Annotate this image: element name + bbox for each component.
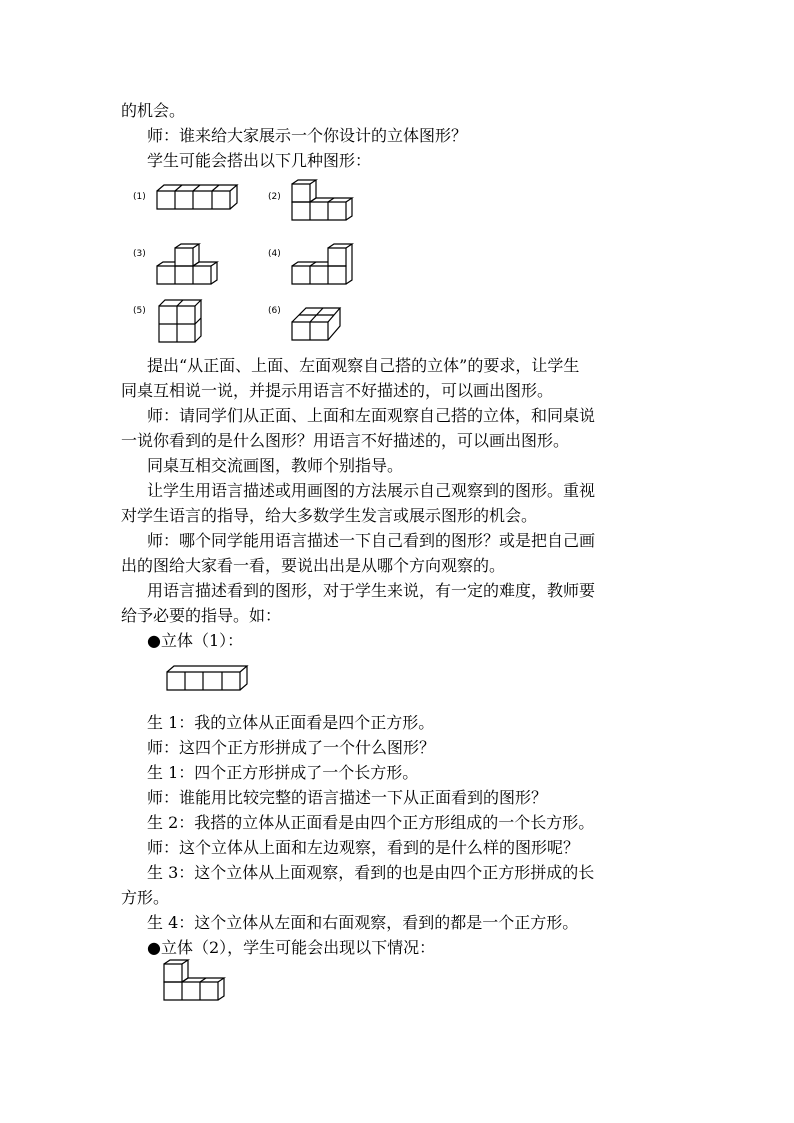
dialogue-line: 生 1：我的立体从正面看是四个正方形。	[147, 713, 435, 732]
cube-figure-2	[290, 180, 352, 224]
figure-label-4: (4)	[268, 249, 281, 259]
section-bullet-solid-2: ●立体（2），学生可能会出现以下情况：	[147, 938, 436, 957]
cube-figure-1	[155, 183, 239, 211]
paragraph-line: 同桌互相交流画图，教师个别指导。	[147, 456, 404, 475]
dialogue-line: 生 4：这个立体从左面和右面观察，看到的都是一个正方形。	[147, 913, 579, 932]
cube-figure-6	[290, 306, 342, 342]
paragraph-line: 师：谁来给大家展示一个你设计的立体图形？	[147, 126, 468, 145]
cube-drawing-solid-1	[165, 664, 249, 692]
section-bullet-solid-1: ●立体（1）：	[147, 631, 244, 650]
dialogue-line: 师：这四个正方形拼成了一个什么图形？	[147, 738, 436, 757]
paragraph-line: 提出“从正面、上面、左面观察自己搭的立体”的要求，让学生	[147, 356, 580, 375]
dialogue-line: 方形。	[121, 888, 170, 907]
dialogue-line: 生 3：这个立体从上面观察，看到的也是由四个正方形拼成的长	[147, 863, 595, 882]
figure-label-6: (6)	[268, 306, 281, 316]
paragraph-line: 出的图给大家看一看，要说出出是从哪个方向观察的。	[121, 556, 506, 575]
cube-figure-5	[157, 298, 205, 346]
paragraph-line: 一说你看到的是什么图形？用语言不好描述的，可以画出图形。	[121, 431, 570, 450]
paragraph-line: 同桌互相说一说，并提示用语言不好描述的，可以画出图形。	[121, 381, 554, 400]
paragraph-line: 给予必要的指导。如：	[121, 606, 282, 625]
paragraph-line: 用语言描述看到的图形，对于学生来说，有一定的难度，教师要	[147, 581, 596, 600]
paragraph-line: 让学生用语言描述或用画图的方法展示自己观察到的图形。重视	[147, 481, 596, 500]
paragraph-line: 师：哪个同学能用语言描述一下自己看到的图形？或是把自己画	[147, 531, 596, 550]
figure-label-1: (1)	[133, 192, 146, 202]
figure-label-2: (2)	[268, 192, 281, 202]
dialogue-line: 生 1：四个正方形拼成了一个长方形。	[147, 763, 419, 782]
paragraph-line: 学生可能会搭出以下几种图形：	[147, 151, 372, 170]
cube-figure-4	[290, 242, 352, 288]
figure-label-3: (3)	[133, 249, 146, 259]
paragraph-line: 的机会。	[121, 101, 186, 120]
paragraph-line: 对学生语言的指导，给大多数学生发言或展示图形的机会。	[121, 506, 538, 525]
cube-drawing-solid-2	[162, 960, 224, 1004]
dialogue-line: 生 2：我搭的立体从正面看是由四个正方形组成的一个长方形。	[147, 813, 595, 832]
dialogue-line: 师：这个立体从上面和左边观察，看到的是什么样的图形呢？	[147, 838, 580, 857]
dialogue-line: 师：谁能用比较完整的语言描述一下从正面看到的图形？	[147, 788, 548, 807]
cube-figure-3	[155, 242, 217, 288]
figure-label-5: (5)	[133, 306, 146, 316]
paragraph-line: 师：请同学们从正面、上面和左面观察自己搭的立体，和同桌说	[147, 406, 596, 425]
